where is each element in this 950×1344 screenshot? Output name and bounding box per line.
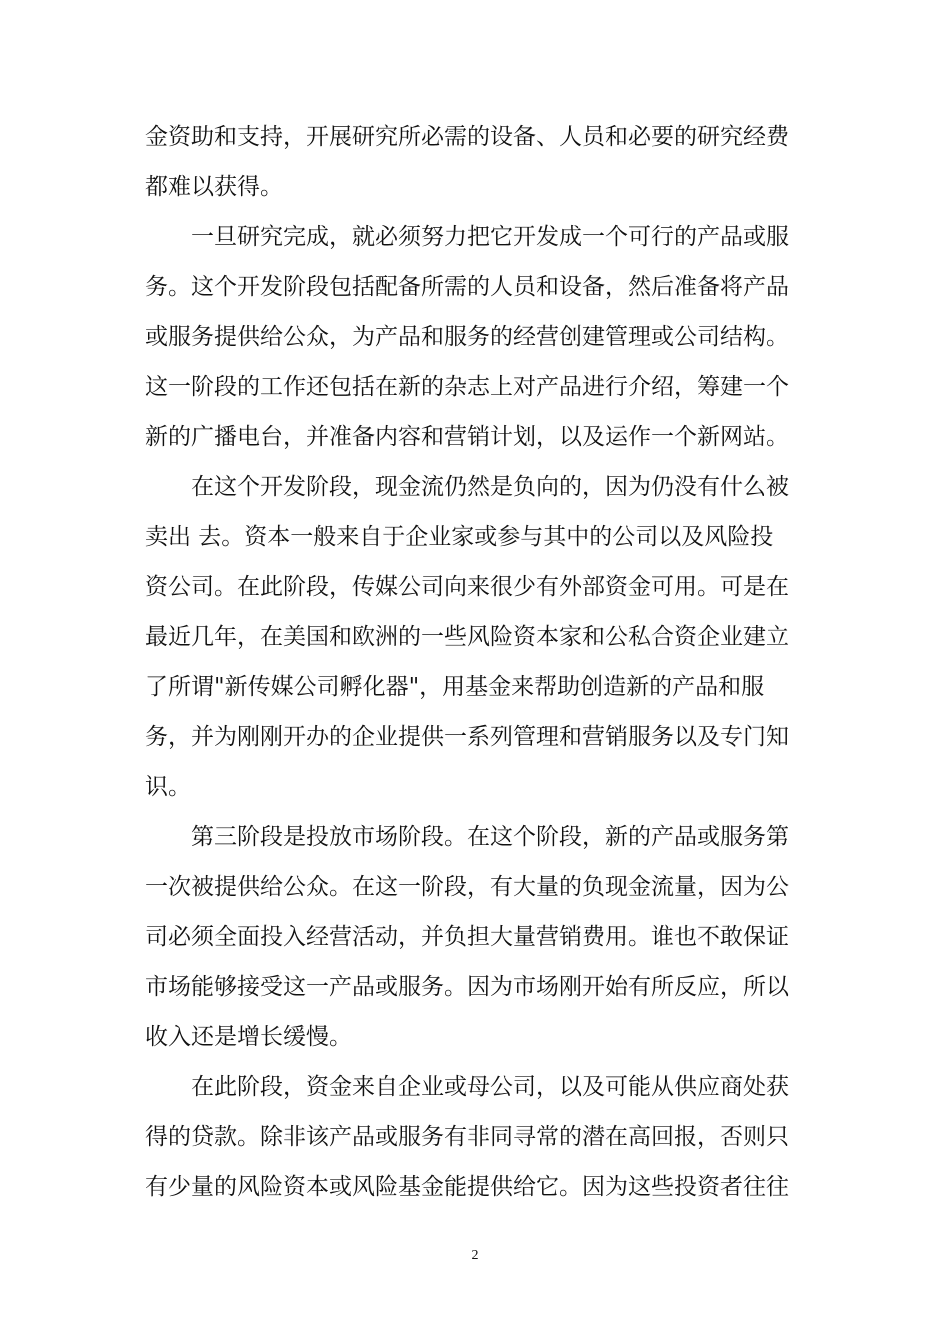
text-line: 有少量的风险资本或风险基金能提供给它。因为这些投资者往往 bbox=[145, 1174, 789, 1200]
text-line: 识。 bbox=[145, 774, 191, 800]
text-line: 务。这个开发阶段包括配备所需的人员和设备，然后准备将产品 bbox=[145, 274, 789, 300]
text-line: 务，并为刚刚开办的企业提供一系列管理和营销服务以及专门知 bbox=[145, 724, 789, 750]
text-line: 一次被提供给公众。在这一阶段，有大量的负现金流量，因为公 bbox=[145, 874, 789, 900]
text-line: 这一阶段的工作还包括在新的杂志上对产品进行介绍，筹建一个 bbox=[145, 374, 789, 400]
text-line: 在这个开发阶段，现金流仍然是负向的，因为仍没有什么被 bbox=[191, 474, 789, 500]
page-number: 2 bbox=[471, 1248, 479, 1263]
text-line: 司必须全面投入经营活动，并负担大量营销费用。谁也不敢保证 bbox=[145, 924, 789, 950]
text-line: 卖出 去。资本一般来自于企业家或参与其中的公司以及风险投 bbox=[145, 524, 774, 550]
text-line: 了所谓"新传媒公司孵化器"，用基金来帮助创造新的产品和服 bbox=[145, 674, 765, 700]
text-line: 金资助和支持，开展研究所必需的设备、人员和必要的研究经费 bbox=[145, 124, 789, 150]
text-line: 在此阶段，资金来自企业或母公司，以及可能从供应商处获 bbox=[191, 1074, 789, 1100]
text-line: 第三阶段是投放市场阶段。在这个阶段，新的产品或服务第 bbox=[191, 824, 789, 850]
text-line: 收入还是增长缓慢。 bbox=[145, 1024, 352, 1050]
text-line: 或服务提供给公众，为产品和服务的经营创建管理或公司结构。 bbox=[145, 324, 789, 350]
text-line: 资公司。在此阶段，传媒公司向来很少有外部资金可用。可是在 bbox=[145, 574, 789, 600]
text-line: 一旦研究完成，就必须努力把它开发成一个可行的产品或服 bbox=[191, 224, 789, 250]
text-line: 市场能够接受这一产品或服务。因为市场刚开始有所反应，所以 bbox=[145, 974, 789, 1000]
text-line: 都难以获得。 bbox=[145, 174, 283, 200]
text-line: 得的贷款。除非该产品或服务有非同寻常的潜在高回报，否则只 bbox=[145, 1124, 789, 1150]
body-text bbox=[145, 112, 805, 1212]
text-line: 最近几年，在美国和欧洲的一些风险资本家和公私合资企业建立 bbox=[145, 624, 789, 650]
text-line: 新的广播电台，并准备内容和营销计划，以及运作一个新网站。 bbox=[145, 424, 789, 450]
